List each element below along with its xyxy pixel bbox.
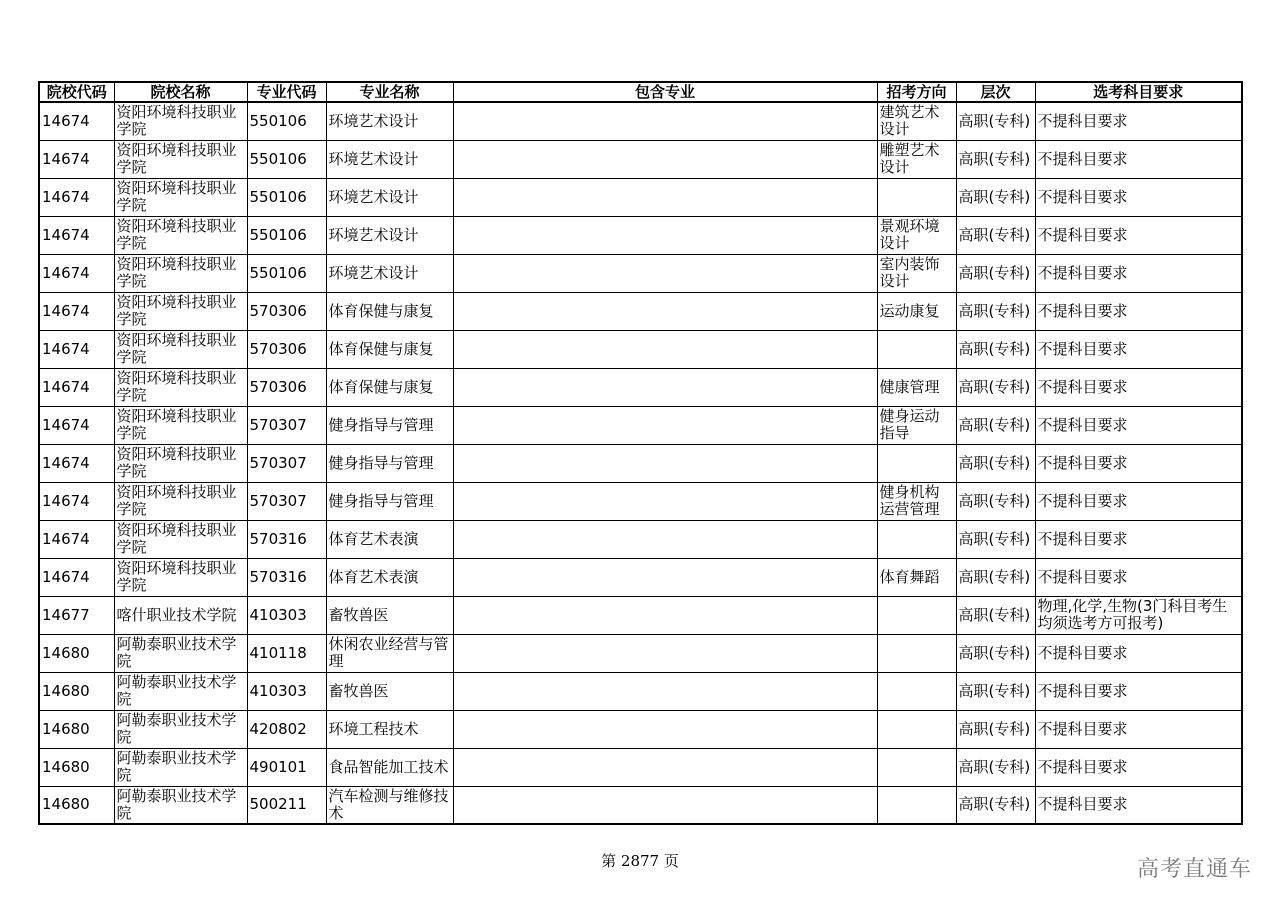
table-row: [39, 254, 1242, 292]
cell-school-name: 资阳环境科技职业学院: [114, 254, 247, 292]
cell-school-code: 14680: [39, 748, 114, 786]
cell-school-name: 阿勒泰职业技术学院: [114, 634, 247, 672]
cell-included-majors: [453, 368, 877, 406]
table-row: [39, 672, 1242, 710]
cell-major-code: 570306: [247, 292, 326, 330]
header-major-code: 专业代码: [247, 82, 326, 102]
cell-level: 高职(专科): [956, 710, 1035, 748]
cell-school-name: 资阳环境科技职业学院: [114, 406, 247, 444]
cell-level: 高职(专科): [956, 558, 1035, 596]
cell-subject-requirement: 不提科目要求: [1035, 330, 1242, 368]
cell-major-name: 环境艺术设计: [326, 102, 453, 140]
cell-direction: [877, 710, 956, 748]
cell-subject-requirement: 不提科目要求: [1035, 748, 1242, 786]
cell-school-name: 资阳环境科技职业学院: [114, 482, 247, 520]
cell-direction: 建筑艺术设计: [877, 102, 956, 140]
cell-subject-requirement: 不提科目要求: [1035, 634, 1242, 672]
cell-school-name: 阿勒泰职业技术学院: [114, 710, 247, 748]
cell-subject-requirement: 不提科目要求: [1035, 672, 1242, 710]
cell-major-name: 健身指导与管理: [326, 444, 453, 482]
cell-direction: 室内装饰设计: [877, 254, 956, 292]
cell-major-code: 570316: [247, 520, 326, 558]
cell-included-majors: [453, 786, 877, 824]
header-subject-requirement: 选考科目要求: [1035, 82, 1242, 102]
cell-direction: 运动康复: [877, 292, 956, 330]
header-included-majors: 包含专业: [453, 82, 877, 102]
admission-table: [38, 81, 1243, 825]
cell-subject-requirement: 不提科目要求: [1035, 178, 1242, 216]
cell-major-name: 畜牧兽医: [326, 672, 453, 710]
cell-level: 高职(专科): [956, 178, 1035, 216]
table-body: [39, 102, 1242, 824]
cell-subject-requirement: 不提科目要求: [1035, 444, 1242, 482]
cell-major-code: 420802: [247, 710, 326, 748]
cell-school-name: 喀什职业技术学院: [114, 596, 247, 634]
cell-subject-requirement: 不提科目要求: [1035, 710, 1242, 748]
cell-included-majors: [453, 672, 877, 710]
cell-level: 高职(专科): [956, 140, 1035, 178]
cell-subject-requirement: 不提科目要求: [1035, 406, 1242, 444]
cell-included-majors: [453, 520, 877, 558]
table-row: [39, 292, 1242, 330]
cell-major-name: 体育艺术表演: [326, 520, 453, 558]
cell-major-name: 健身指导与管理: [326, 406, 453, 444]
cell-school-name: 资阳环境科技职业学院: [114, 330, 247, 368]
cell-direction: 健康管理: [877, 368, 956, 406]
cell-major-code: 570306: [247, 330, 326, 368]
cell-school-code: 14674: [39, 330, 114, 368]
cell-school-code: 14680: [39, 786, 114, 824]
cell-major-code: 410118: [247, 634, 326, 672]
cell-major-name: 休闲农业经营与管理: [326, 634, 453, 672]
cell-major-code: 550106: [247, 254, 326, 292]
table-row: [39, 102, 1242, 140]
cell-major-name: 环境艺术设计: [326, 140, 453, 178]
cell-school-name: 资阳环境科技职业学院: [114, 292, 247, 330]
cell-school-name: 资阳环境科技职业学院: [114, 444, 247, 482]
cell-major-code: 570307: [247, 406, 326, 444]
cell-school-name: 资阳环境科技职业学院: [114, 178, 247, 216]
cell-school-code: 14680: [39, 710, 114, 748]
cell-subject-requirement: 不提科目要求: [1035, 558, 1242, 596]
cell-direction: [877, 634, 956, 672]
cell-subject-requirement: 不提科目要求: [1035, 368, 1242, 406]
cell-level: 高职(专科): [956, 216, 1035, 254]
cell-direction: [877, 444, 956, 482]
cell-level: 高职(专科): [956, 406, 1035, 444]
cell-direction: [877, 786, 956, 824]
cell-direction: 健身机构运营管理: [877, 482, 956, 520]
cell-subject-requirement: 不提科目要求: [1035, 292, 1242, 330]
cell-included-majors: [453, 292, 877, 330]
cell-level: 高职(专科): [956, 254, 1035, 292]
header-direction: 招考方向: [877, 82, 956, 102]
header-school-code: 院校代码: [39, 82, 114, 102]
cell-level: 高职(专科): [956, 748, 1035, 786]
cell-school-code: 14674: [39, 216, 114, 254]
cell-major-name: 环境艺术设计: [326, 216, 453, 254]
cell-level: 高职(专科): [956, 596, 1035, 634]
table-row: [39, 558, 1242, 596]
cell-included-majors: [453, 254, 877, 292]
cell-level: 高职(专科): [956, 520, 1035, 558]
cell-school-name: 阿勒泰职业技术学院: [114, 748, 247, 786]
cell-level: 高职(专科): [956, 368, 1035, 406]
cell-major-name: 畜牧兽医: [326, 596, 453, 634]
cell-school-name: 资阳环境科技职业学院: [114, 520, 247, 558]
table-row: [39, 520, 1242, 558]
cell-school-code: 14674: [39, 254, 114, 292]
cell-subject-requirement: 物理,化学,生物(3门科目考生均须选考方可报考): [1035, 596, 1242, 634]
cell-major-name: 健身指导与管理: [326, 482, 453, 520]
cell-included-majors: [453, 444, 877, 482]
cell-school-name: 资阳环境科技职业学院: [114, 140, 247, 178]
cell-included-majors: [453, 482, 877, 520]
cell-included-majors: [453, 178, 877, 216]
cell-major-name: 环境艺术设计: [326, 254, 453, 292]
table-row: [39, 178, 1242, 216]
cell-school-name: 资阳环境科技职业学院: [114, 216, 247, 254]
cell-school-code: 14674: [39, 444, 114, 482]
table-row: [39, 368, 1242, 406]
cell-school-code: 14674: [39, 558, 114, 596]
cell-direction: 健身运动指导: [877, 406, 956, 444]
cell-school-code: 14674: [39, 102, 114, 140]
cell-included-majors: [453, 216, 877, 254]
cell-subject-requirement: 不提科目要求: [1035, 102, 1242, 140]
cell-school-code: 14674: [39, 178, 114, 216]
header-level: 层次: [956, 82, 1035, 102]
cell-level: 高职(专科): [956, 634, 1035, 672]
table-row: [39, 786, 1242, 824]
cell-direction: [877, 330, 956, 368]
table-row: [39, 482, 1242, 520]
cell-included-majors: [453, 558, 877, 596]
cell-subject-requirement: 不提科目要求: [1035, 520, 1242, 558]
cell-school-name: 阿勒泰职业技术学院: [114, 786, 247, 824]
cell-included-majors: [453, 406, 877, 444]
table-row: [39, 748, 1242, 786]
cell-major-code: 410303: [247, 596, 326, 634]
cell-school-code: 14677: [39, 596, 114, 634]
cell-major-code: 410303: [247, 672, 326, 710]
cell-direction: [877, 672, 956, 710]
cell-included-majors: [453, 140, 877, 178]
cell-major-code: 570316: [247, 558, 326, 596]
cell-direction: [877, 520, 956, 558]
cell-major-code: 550106: [247, 140, 326, 178]
watermark: 高考直通车: [1136, 857, 1252, 882]
cell-level: 高职(专科): [956, 102, 1035, 140]
cell-direction: 体育舞蹈: [877, 558, 956, 596]
cell-level: 高职(专科): [956, 292, 1035, 330]
cell-subject-requirement: 不提科目要求: [1035, 254, 1242, 292]
cell-major-name: 体育保健与康复: [326, 292, 453, 330]
table-row: [39, 406, 1242, 444]
cell-school-code: 14674: [39, 292, 114, 330]
cell-major-name: 汽车检测与维修技术: [326, 786, 453, 824]
cell-major-code: 550106: [247, 102, 326, 140]
cell-included-majors: [453, 634, 877, 672]
cell-included-majors: [453, 330, 877, 368]
cell-school-code: 14680: [39, 634, 114, 672]
header-major-name: 专业名称: [326, 82, 453, 102]
cell-major-code: 550106: [247, 178, 326, 216]
cell-major-name: 环境工程技术: [326, 710, 453, 748]
header-row: [39, 82, 1242, 102]
table-row: [39, 140, 1242, 178]
cell-level: 高职(专科): [956, 330, 1035, 368]
cell-school-code: 14674: [39, 406, 114, 444]
cell-school-name: 资阳环境科技职业学院: [114, 368, 247, 406]
cell-included-majors: [453, 748, 877, 786]
cell-direction: [877, 178, 956, 216]
cell-major-code: 490101: [247, 748, 326, 786]
table-row: [39, 710, 1242, 748]
cell-school-code: 14680: [39, 672, 114, 710]
cell-direction: [877, 596, 956, 634]
cell-major-code: 570307: [247, 444, 326, 482]
cell-school-code: 14674: [39, 482, 114, 520]
cell-included-majors: [453, 102, 877, 140]
cell-level: 高职(专科): [956, 444, 1035, 482]
header-school-name: 院校名称: [114, 82, 247, 102]
cell-major-name: 体育艺术表演: [326, 558, 453, 596]
cell-subject-requirement: 不提科目要求: [1035, 216, 1242, 254]
cell-school-name: 资阳环境科技职业学院: [114, 102, 247, 140]
page-number: 第 2877 页: [601, 852, 679, 870]
cell-school-name: 资阳环境科技职业学院: [114, 558, 247, 596]
cell-level: 高职(专科): [956, 482, 1035, 520]
table-row: [39, 330, 1242, 368]
cell-school-code: 14674: [39, 520, 114, 558]
cell-major-code: 570307: [247, 482, 326, 520]
cell-school-code: 14674: [39, 368, 114, 406]
cell-included-majors: [453, 596, 877, 634]
cell-school-name: 阿勒泰职业技术学院: [114, 672, 247, 710]
cell-major-name: 体育保健与康复: [326, 330, 453, 368]
cell-subject-requirement: 不提科目要求: [1035, 140, 1242, 178]
table-row: [39, 216, 1242, 254]
cell-school-code: 14674: [39, 140, 114, 178]
cell-major-name: 环境艺术设计: [326, 178, 453, 216]
cell-direction: 景观环境设计: [877, 216, 956, 254]
cell-subject-requirement: 不提科目要求: [1035, 482, 1242, 520]
table-row: [39, 634, 1242, 672]
cell-level: 高职(专科): [956, 786, 1035, 824]
cell-level: 高职(专科): [956, 672, 1035, 710]
cell-major-code: 550106: [247, 216, 326, 254]
cell-major-name: 食品智能加工技术: [326, 748, 453, 786]
cell-direction: 雕塑艺术设计: [877, 140, 956, 178]
cell-direction: [877, 748, 956, 786]
cell-major-name: 体育保健与康复: [326, 368, 453, 406]
cell-subject-requirement: 不提科目要求: [1035, 786, 1242, 824]
cell-major-code: 570306: [247, 368, 326, 406]
cell-included-majors: [453, 710, 877, 748]
cell-major-code: 500211: [247, 786, 326, 824]
table-row: [39, 596, 1242, 634]
table-row: [39, 444, 1242, 482]
